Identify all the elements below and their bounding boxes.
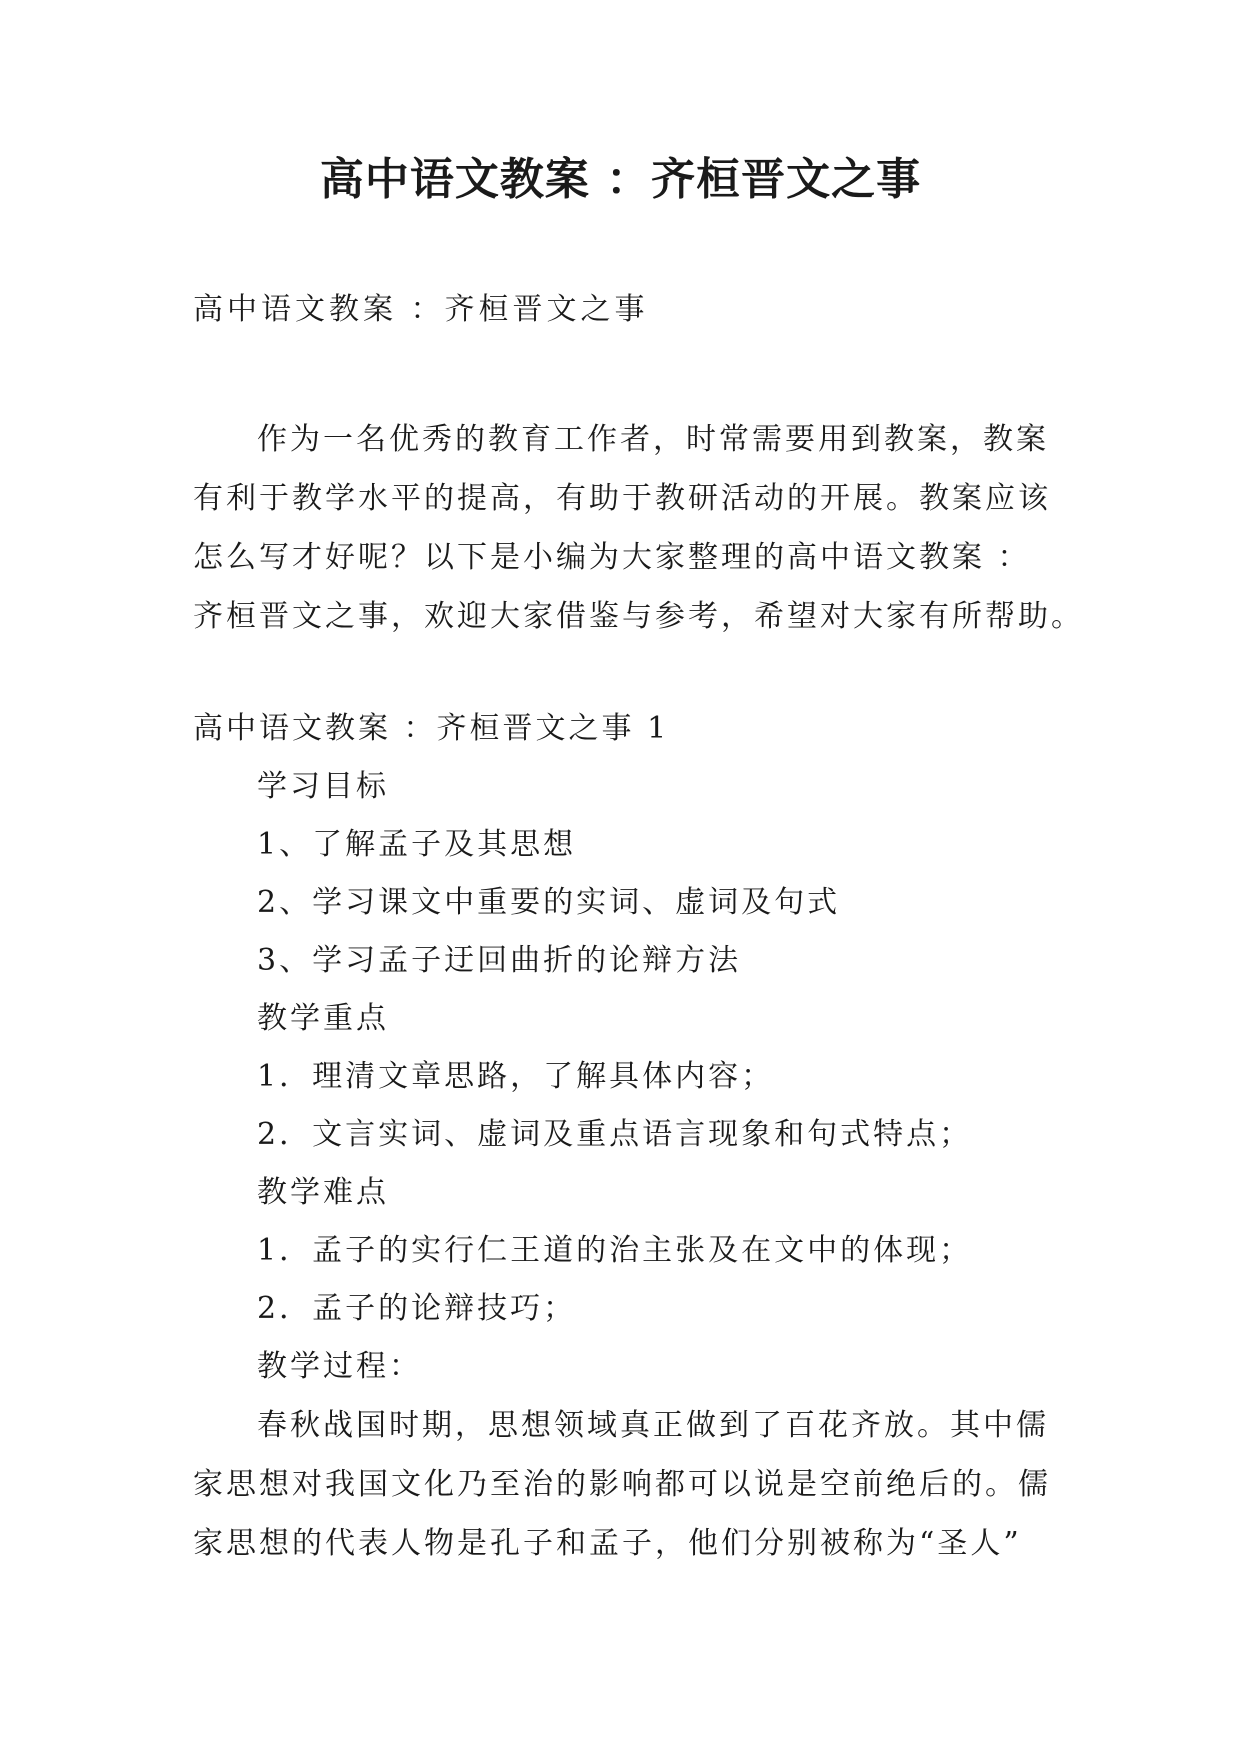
document-title: 高中语文教案 ：齐桓晋文之事 (319, 154, 922, 205)
intro-line: 怎么写才好呢？以下是小编为大家整理的高中语文教案 ： (193, 540, 1031, 575)
closing-line: 春秋战国时期，思想领域真正做到了百花齐放。其中儒 (257, 1408, 1049, 1443)
list-item: 2．孟子的论辩技巧； (257, 1291, 577, 1326)
section-heading: 教学重点 (257, 1001, 389, 1036)
section-heading: 教学难点 (257, 1175, 389, 1210)
closing-line: 家思想的代表人物是孔子和孟子，他们分别被称为“圣人” (193, 1526, 1022, 1561)
intro-line: 有利于教学水平的提高，有助于教研活动的开展。教案应该 (193, 481, 1051, 516)
lesson-section (193, 700, 1063, 1573)
list-item: 3、学习孟子迂回曲折的论辩方法 (257, 943, 742, 978)
section-heading: 学习目标 (257, 769, 389, 804)
section-heading: 教学过程： (257, 1349, 422, 1384)
list-item: 1．理清文章思路，了解具体内容； (257, 1059, 775, 1094)
list-item: 1、了解孟子及其思想 (257, 827, 577, 862)
list-item: 2、学习课文中重要的实词、虚词及句式 (257, 885, 841, 920)
document-subtitle: 高中语文教案 ：齐桓晋文之事 (193, 292, 649, 327)
section-title: 高中语文教案 ：齐桓晋文之事 1 (193, 711, 670, 746)
intro-line: 作为一名优秀的教育工作者，时常需要用到教案，教案 (257, 422, 1049, 457)
intro-line: 齐桓晋文之事，欢迎大家借鉴与参考，希望对大家有所帮助。 (193, 599, 1084, 634)
list-item: 2．文言实词、虚词及重点语言现象和句式特点； (257, 1117, 973, 1152)
intro-paragraph (193, 410, 1084, 646)
closing-paragraph (193, 1396, 1063, 1573)
closing-line: 家思想对我国文化乃至治的影响都可以说是空前绝后的。儒 (193, 1467, 1051, 1502)
list-item: 1．孟子的实行仁王道的治主张及在文中的体现； (257, 1233, 973, 1268)
